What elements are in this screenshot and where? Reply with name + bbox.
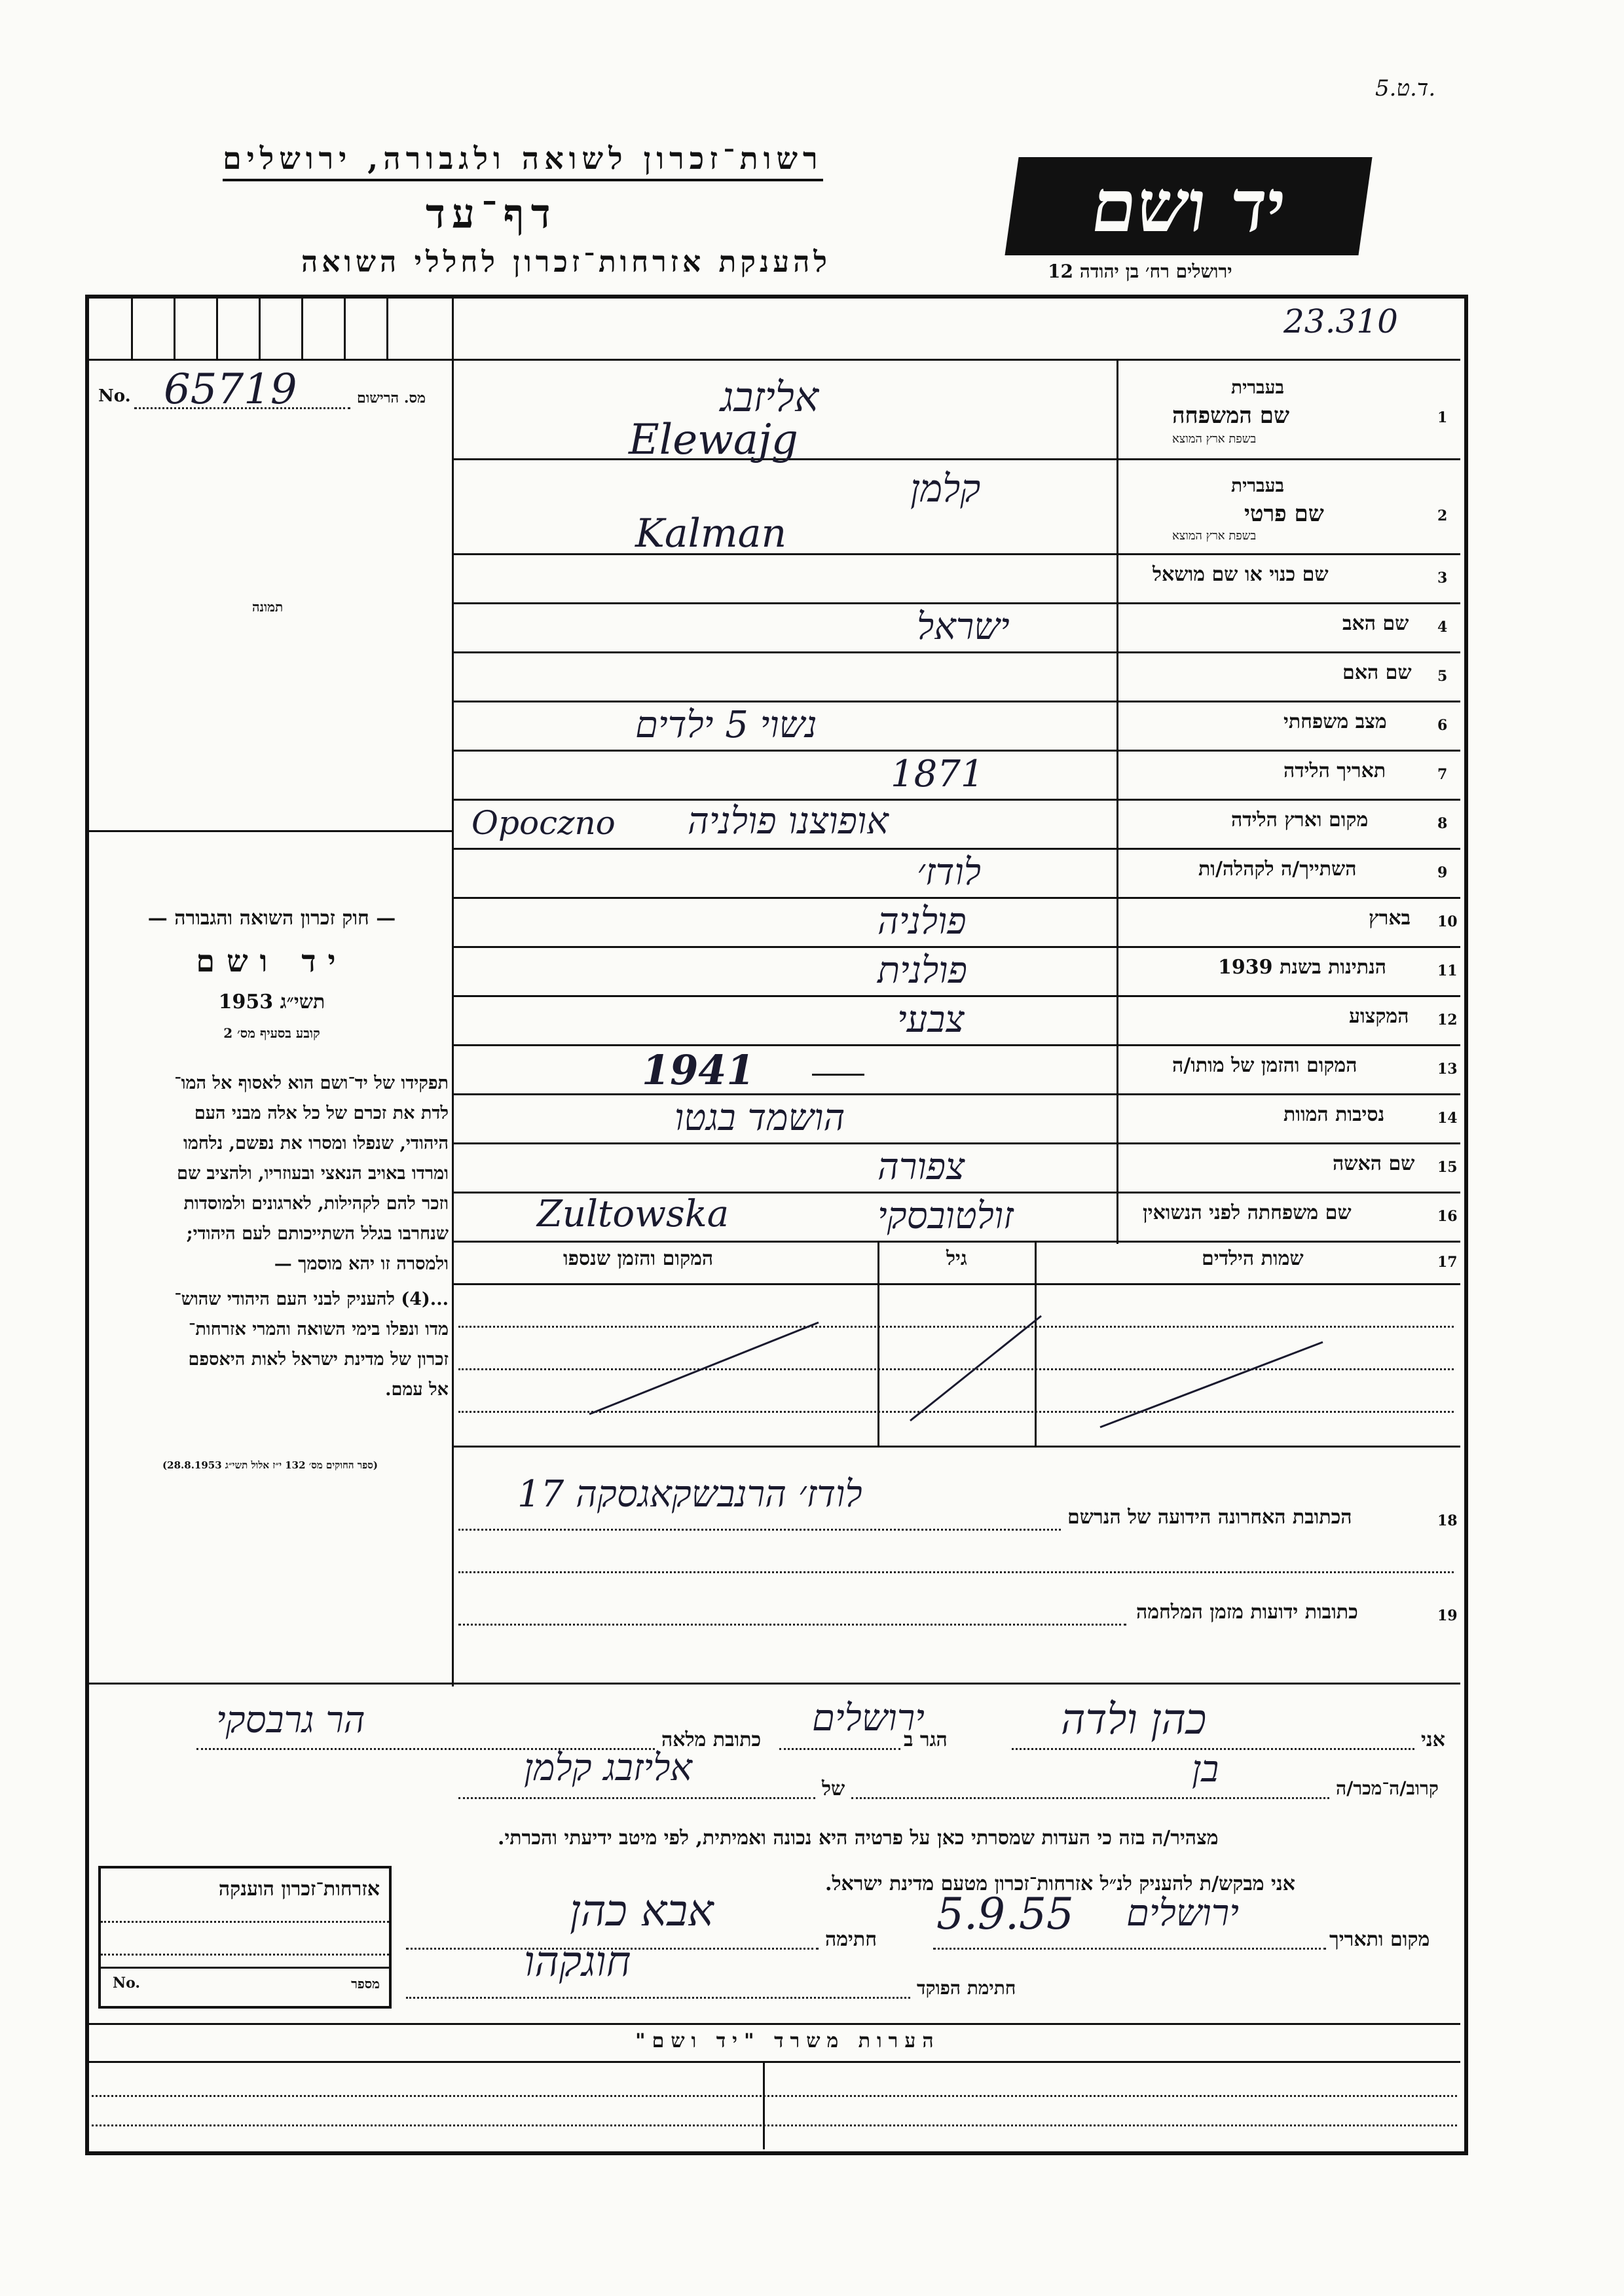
citizenship-1939: פולנית	[877, 949, 967, 992]
field-number: 17	[1437, 1254, 1458, 1271]
law-line: היהודי, שנפלו ומסרו את נפשם, נלחמו	[183, 1133, 449, 1154]
row-line	[454, 946, 1460, 948]
strip-cell	[301, 299, 303, 359]
strip-cell	[216, 299, 218, 359]
relation: בן	[1192, 1748, 1219, 1791]
field-label-birthdate: תאריך הלידה	[1283, 759, 1386, 782]
field-label-address: הכתובת האחרונה הידועה של הנרשם	[1067, 1506, 1352, 1529]
law-line: ולמסרה זו יהא מוסמך —	[274, 1254, 449, 1274]
surname-latin: Elewajg	[629, 416, 798, 464]
row-line	[454, 1241, 1460, 1243]
law-line: מדו ונפלו בימי השואה והמרי אזרחות־	[188, 1319, 449, 1339]
field-number: 8	[1437, 815, 1448, 832]
law-body	[92, 1068, 449, 1405]
first-name-latin: Kalman	[635, 511, 787, 556]
children-names-header: שמות הילדים	[1202, 1247, 1304, 1270]
field-label-country: בארץ	[1369, 907, 1411, 930]
law-line: אל עמם.	[385, 1379, 449, 1400]
citizenship-box-title: אזרחות־זכרון הוענקה	[218, 1878, 380, 1901]
decl-resident-label: הגר ב	[904, 1728, 948, 1751]
law-title: — חוק זכרון השואה והגבורה —	[147, 907, 396, 930]
photo-label: תמונה	[252, 599, 284, 615]
law-year: תשי״ג 1953	[218, 991, 325, 1013]
citizenship-number-label: מספר	[351, 1976, 380, 1992]
field-label-community: השתייך/ה לקהלה/ות	[1198, 858, 1357, 881]
row-line	[454, 799, 1460, 801]
birth-place-latin: Opoczno	[471, 804, 616, 842]
field-label-wartime-address: כתובות ידועות מזמן המלחמה	[1136, 1601, 1358, 1624]
left-column-divider	[452, 299, 454, 1686]
address-line	[458, 1529, 1061, 1531]
form-title: דף־עד	[426, 190, 557, 238]
death-circumstances: הושמד בגטו	[674, 1097, 845, 1139]
address-line	[458, 1571, 1454, 1573]
strip-cell	[386, 299, 388, 359]
field-label-wife: שם האשה	[1333, 1152, 1415, 1175]
field-number: 10	[1437, 913, 1458, 930]
row-line	[454, 1283, 1460, 1285]
decl-request: אני מבקש/ת להעניק לנ״ל אזרחות־זכרון מטעם מדינת ישראל.	[825, 1872, 1295, 1895]
field-label-profession: המקצוע	[1349, 1005, 1409, 1028]
notes-divider	[763, 2061, 765, 2149]
decl-line	[406, 1997, 910, 1999]
death-dash	[812, 1074, 864, 1076]
field-number: 6	[1437, 717, 1448, 734]
field-number: 2	[1437, 507, 1448, 524]
row-line	[454, 553, 1460, 555]
field-label-birthplace: מקום וארץ הלידה	[1231, 809, 1369, 831]
wife-name: צפורה	[877, 1146, 965, 1188]
field-label-nickname: שם כנוי או שם מושאל	[1153, 563, 1329, 586]
declarant-signature: אבא כהן	[570, 1886, 714, 1936]
field-label-maiden-name: שם משפחתה לפני הנשואין	[1143, 1201, 1352, 1224]
row-line	[454, 1446, 1460, 1448]
field-label-citizenship: הנתינות בשנת 1939	[1218, 956, 1387, 979]
first-name-hebrew: קלמן	[910, 466, 981, 511]
citizenship-box	[98, 1866, 392, 2009]
decl-line	[933, 1948, 1326, 1950]
father-name: ישראל	[917, 606, 1010, 648]
row-line	[454, 701, 1460, 702]
law-line: ומרדו באויב הנאצי ובעוזריו, ולהציב שם	[177, 1163, 449, 1184]
children-age-header: גיל	[946, 1247, 967, 1270]
country: פולניה	[877, 900, 967, 943]
box-line	[101, 1921, 389, 1923]
top-strip-line	[89, 359, 1460, 361]
law-line: וזכר להם לקהילות, לארגונים ולמוסדות	[183, 1194, 449, 1214]
last-address: לודז׳ הרנבשקאגסקה 17	[517, 1473, 862, 1516]
law-clause: קובע בסעיף מס׳ 2	[223, 1025, 320, 1041]
decl-line	[779, 1748, 900, 1750]
office-notes-title: הערות משרד "יד ושם"	[635, 2030, 940, 2052]
box-line	[101, 1954, 389, 1956]
field-number: 14	[1437, 1110, 1458, 1127]
in-hebrew-label: בעברית	[1231, 376, 1285, 398]
declarant-city: ירושלים	[812, 1697, 925, 1740]
top-note: 5.ד.ט.	[1375, 75, 1436, 101]
marital-status: נשוי 5 ילדים	[635, 704, 817, 746]
decl-full-address-label: כתובת מלאה	[661, 1728, 762, 1751]
community: לודז׳	[917, 851, 981, 894]
row-line	[454, 458, 1460, 460]
row-line	[454, 848, 1460, 850]
strip-cell	[344, 299, 346, 359]
decl-line	[851, 1797, 1329, 1799]
field-label-first-name: שם פרטי	[1244, 501, 1324, 527]
yad-vashem-logo: יד ושם	[1005, 157, 1372, 255]
children-place-header: המקום והזמן שנספו	[563, 1247, 714, 1270]
row-line	[454, 1142, 1460, 1144]
death-date: 1941	[642, 1046, 755, 1094]
wife-maiden-name-latin: Zultowska	[537, 1193, 729, 1235]
birth-place: אופוצנו פולניה	[688, 800, 889, 843]
reg-no-label: No.	[98, 386, 131, 406]
declarant-address: הר גרבסקי	[216, 1699, 365, 1741]
decl-line	[458, 1797, 815, 1799]
row-line	[454, 1093, 1460, 1095]
notes-line	[92, 2124, 1457, 2126]
decl-officer-label: חתימת הפוקד	[917, 1977, 1016, 1999]
field-number: 19	[1437, 1607, 1458, 1624]
field-number: 7	[1437, 766, 1448, 783]
strip-cell	[259, 299, 261, 359]
row-line	[454, 995, 1460, 997]
citizenship-no-label: No.	[113, 1975, 141, 1992]
label-column-divider	[1116, 360, 1118, 1244]
origin-lang-label: בשפת ארץ המוצא	[1172, 529, 1257, 543]
law-line: ...(4) להעניק לבני העם היהודי שהוש־	[174, 1289, 449, 1309]
declarant-name: כהן ולדה	[1061, 1696, 1207, 1744]
field-number: 13	[1437, 1061, 1458, 1078]
field-label-surname: שם המשפחה	[1172, 403, 1290, 429]
birth-date: 1871	[891, 753, 984, 795]
box-line	[101, 1967, 389, 1969]
law-citation: (ספר החוקים מס׳ 132 י״ז אלול תשי״ג 28.8.1953)	[162, 1459, 378, 1471]
field-number: 5	[1437, 668, 1448, 685]
notes-line	[92, 2095, 1457, 2097]
law-line: לדת את זכרם של כל אלה מבני העם	[194, 1103, 449, 1123]
row-line	[454, 750, 1460, 752]
section-line	[89, 2061, 1460, 2063]
field-number: 1	[1437, 409, 1448, 426]
authority-name: רשות־זכרון לשואה ולגבורה, ירושלים	[223, 141, 823, 181]
file-number: 23.310	[1283, 302, 1398, 340]
row-line	[454, 651, 1460, 653]
officer-signature: חוגקהו	[524, 1938, 631, 1986]
field-number: 18	[1437, 1512, 1458, 1529]
field-number: 4	[1437, 619, 1448, 636]
office-address: ירושלים רח׳ בן יהודה 12	[1048, 261, 1232, 282]
signing-date: 5.9.55	[936, 1889, 1074, 1939]
field-number: 16	[1437, 1208, 1458, 1225]
decl-relative-label: קרוב/ה־מכר/ה	[1336, 1777, 1439, 1799]
wartime-line	[458, 1624, 1126, 1626]
origin-lang-label: בשפת ארץ המוצא	[1172, 432, 1257, 446]
field-label-mother: שם האם	[1342, 661, 1412, 684]
decl-signature-label: חתימה	[825, 1928, 877, 1951]
field-number: 15	[1437, 1159, 1458, 1176]
law-line: תפקידו של יד־ושם הוא לאסוף אל המו־	[174, 1073, 449, 1093]
section-line	[89, 1683, 1460, 1685]
reg-label: מס. הרישום	[357, 390, 426, 407]
victim-name: אליזבג קלמן	[524, 1747, 693, 1789]
decl-i-label: אני	[1421, 1728, 1445, 1751]
surname-hebrew: אליזבג	[720, 373, 819, 421]
row-line	[454, 602, 1460, 604]
decl-of-label: של	[822, 1777, 845, 1800]
registration-number: 65719	[164, 365, 297, 414]
strip-cell	[131, 299, 133, 359]
children-strikethrough	[452, 1303, 1460, 1447]
field-number: 11	[1437, 962, 1458, 979]
form-subtitle: להענקת אזרחות־זכרון לחללי השואה	[301, 246, 832, 279]
field-label-death-circumstances: נסיבות המוות	[1283, 1103, 1385, 1126]
field-label-marital: מצב משפחתי	[1283, 710, 1387, 733]
decl-statement: מצהיר/ה בזה כי העדות שמסרתי כאן על פרטיה היא נכונה ואמיתית, לפי מיטב ידיעתי והכרתי.	[498, 1827, 1219, 1850]
field-number: 3	[1437, 570, 1448, 587]
profession: צבעי	[897, 998, 965, 1041]
wife-maiden-name: זולטובסקי	[877, 1195, 1014, 1237]
row-line	[454, 1044, 1460, 1046]
strip-cell	[174, 299, 175, 359]
row-line	[454, 897, 1460, 899]
field-label-father: שם האב	[1342, 612, 1409, 635]
law-line: זכרון של מדינת ישראל לאות היאספם	[188, 1349, 449, 1370]
field-label-death: המקום והזמן של מותו/ה	[1172, 1054, 1357, 1077]
law-name: יד ושם	[196, 943, 348, 979]
signing-place: ירושלים	[1126, 1892, 1239, 1935]
section-line	[89, 2023, 1460, 2025]
decl-place-date-label: מקום ותאריך	[1329, 1928, 1430, 1951]
photo-box-bottom	[89, 830, 452, 832]
law-line: שנחרבו בגלל השתייכותם לעם היהודי;	[186, 1224, 449, 1244]
in-hebrew-label: בעברית	[1231, 475, 1285, 496]
field-number: 9	[1437, 864, 1448, 881]
field-number: 12	[1437, 1011, 1458, 1029]
